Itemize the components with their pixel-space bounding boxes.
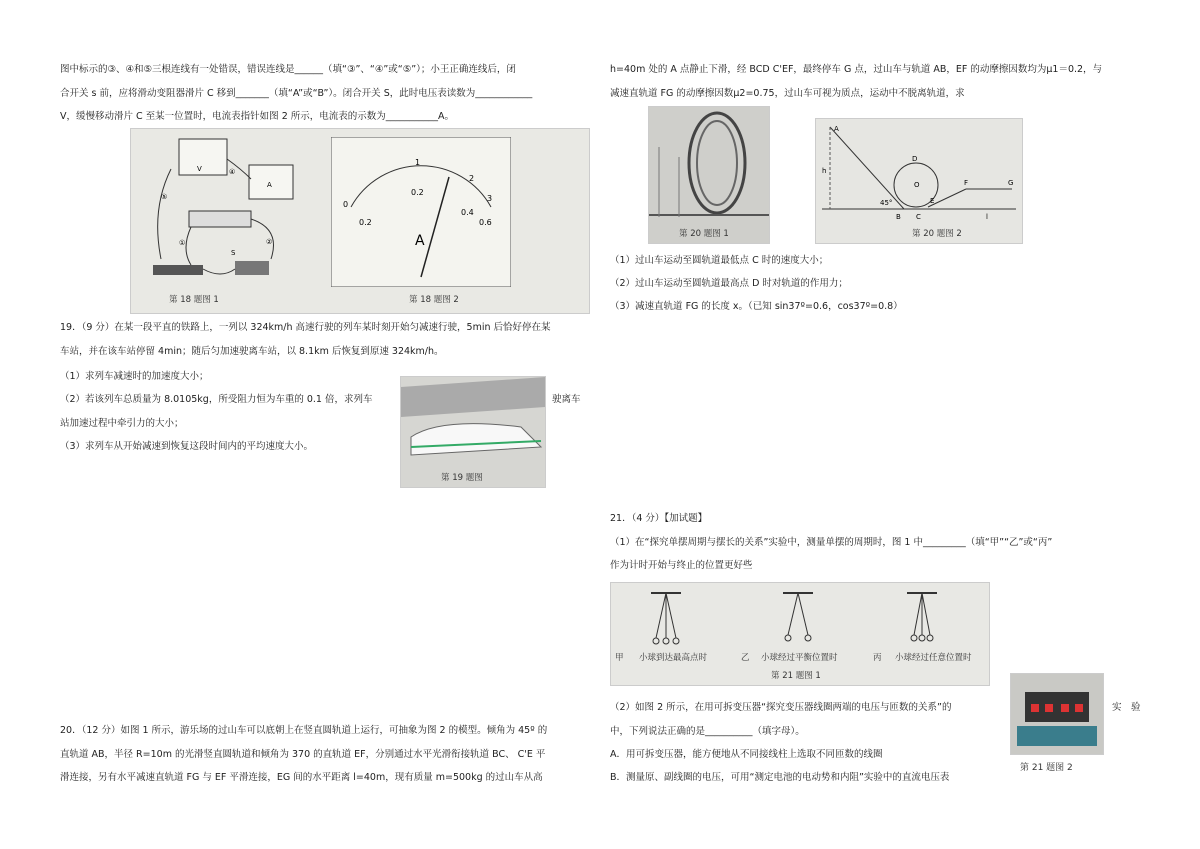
figure-20-2-caption: 第 20 题图 2 <box>912 229 962 239</box>
svg-text:A: A <box>834 125 839 133</box>
svg-text:E: E <box>930 197 935 205</box>
label-jia-desc: 小球到达最高点时 <box>639 653 708 663</box>
q18-line-2: 合开关 s 前，应将滑动变阻器滑片 C 移到_______（填“A”或“B”）。闭合开关 S，此时电压表读数为____________ <box>60 88 533 99</box>
svg-text:C: C <box>916 213 921 221</box>
svg-text:B: B <box>896 213 901 221</box>
scale-0.2: 0.2 <box>359 218 372 227</box>
svg-text:④: ④ <box>229 168 236 176</box>
q20-cont-1: h=40m 处的 A 点静止下滑，经 BCD C'EF，最终停车 G 点，过山车与轨道 AB，EF 的动摩擦因数均为μ1＝0.2，与 <box>610 64 1103 75</box>
scale-1: 1 <box>415 158 421 167</box>
svg-text:O: O <box>914 181 920 189</box>
svg-text:⑤: ⑤ <box>161 193 168 201</box>
label-yi-desc: 小球经过平衡位置时 <box>761 653 838 663</box>
train-photo <box>401 377 545 467</box>
circuit-diagram <box>131 129 321 313</box>
q20-sub-1: （1）过山车运动至圆轨道最低点 C 时的速度大小； <box>610 255 829 266</box>
label-bing: 丙 <box>873 653 882 663</box>
q19-sub-2a: （2）若该列车总质量为 8.0105kg，所受阻力恒为车重的 0.1 倍，求列车 <box>60 394 373 405</box>
figure-20-1 <box>648 106 770 244</box>
q21-part2-line2: 中，下列说法正确的是__________（填字母）。 <box>610 726 805 737</box>
q19-sub-3: （3）求列车从开始减速到恢复这段时间内的平均速度大小。 <box>60 441 314 452</box>
transformer-photo <box>1011 674 1103 754</box>
svg-text:F: F <box>964 179 969 187</box>
q20-line-2: 直轨道 AB，半径 R=10m 的光滑竖直圆轨道和倾角为 370 的直轨道 EF，分别通过水平光滑衔接轨道 BC、 C'E 平 <box>60 749 546 760</box>
q19-sub-2b: 驶离车 <box>552 394 581 405</box>
figure-19-caption: 第 19 题图 <box>441 473 483 483</box>
q21-option-a: A．用可拆变压器，能方便地从不同接线柱上选取不同匝数的线圈 <box>610 749 883 760</box>
figure-19 <box>400 376 546 488</box>
rollercoaster-photo <box>649 107 769 225</box>
scale-3: 3 <box>487 194 493 203</box>
scale-0.2b: 0.2 <box>411 188 424 197</box>
figure-21-1-caption: 第 21 题图 1 <box>771 671 821 681</box>
q18-line-3: V，缓慢移动滑片 C 至某一位置时，电流表指针如图 2 所示，电流表的示数为___________A。 <box>60 111 455 122</box>
q20-cont-2: 减速直轨道 FG 的动摩擦因数μ2=0.75，过山车可视为质点，运动中不脱离轨道，求 <box>610 88 965 99</box>
figure-20-1-caption: 第 20 题图 1 <box>679 229 729 239</box>
svg-text:G: G <box>1008 179 1014 187</box>
figure-21-2-caption: 第 21 题图 2 <box>1020 763 1073 773</box>
ammeter-dial <box>331 137 511 287</box>
svg-text:S: S <box>231 249 236 257</box>
q20-sub-3: （3）减速直轨道 FG 的长度 x。（已知 sin37º=0.6，cos37º=0.8） <box>610 301 903 312</box>
label-yi: 乙 <box>741 653 750 663</box>
q21-option-b: B．测量原、副线圈的电压，可用“测定电池的电动势和内阻”实验中的直流电压表 <box>610 772 950 783</box>
scale-2: 2 <box>469 174 475 183</box>
svg-text:45°: 45° <box>880 199 893 207</box>
track-diagram <box>816 119 1022 223</box>
q19-line-2: 车站，并在该车站停留 4min；随后匀加速驶离车站，以 8.1km 后恢复到原速 324km/h。 <box>60 346 444 357</box>
scale-0: 0 <box>343 200 349 209</box>
q20-line-1: 20．（12 分）如图 1 所示，游乐场的过山车可以底朝上在竖直圆轨道上运行，可抽象为图 2 的模型。倾角为 45º 的 <box>60 725 548 736</box>
scale-0.4: 0.4 <box>461 208 474 217</box>
q21-heading: 21．（4 分）【加试题】 <box>610 513 708 524</box>
svg-text:①: ① <box>179 239 186 247</box>
label-bing-desc: 小球经过任意位置时 <box>895 653 972 663</box>
svg-text:l: l <box>986 213 988 221</box>
scale-0.6: 0.6 <box>479 218 492 227</box>
figure-20-2 <box>815 118 1023 244</box>
q19-sub-2c: 站加速过程中牵引力的大小； <box>60 418 184 429</box>
q21-part1-line1: （1）在“探究单摆周期与摆长的关系”实验中，测量单摆的周期时，图 1 中_________（填“甲”“乙”或“丙” <box>610 537 1053 548</box>
svg-text:D: D <box>912 155 918 163</box>
figure-21-2 <box>1010 673 1104 755</box>
figure-21-1 <box>610 582 990 686</box>
figure-18-2-caption: 第 18 题图 2 <box>409 295 459 305</box>
q18-line-1: 图中标示的③、④和⑤三根连线有一处错误，错误连线是______（填“③”、“④”或“⑤”）；小王正确连线后，闭 <box>60 64 516 75</box>
svg-text:V: V <box>197 165 202 173</box>
svg-text:h: h <box>822 167 827 175</box>
q21-part2-tail: 实 验 <box>1112 702 1141 713</box>
svg-text:A: A <box>267 181 272 189</box>
q19-sub-1: （1）求列车减速时的加速度大小； <box>60 371 209 382</box>
figure-18-1-caption: 第 18 题图 1 <box>169 295 219 305</box>
svg-text:②: ② <box>266 238 273 246</box>
q20-line-3: 滑连接，另有水平减速直轨道 FG 与 EF 平滑连接，EG 间的水平距离 l=40m，现有质量 m=500kg 的过山车从高 <box>60 772 543 783</box>
q19-line-1: 19．（9 分）在某一段平直的铁路上，一列以 324km/h 高速行驶的列车某时刻开始匀减速行驶，5min 后恰好停在某 <box>60 322 551 333</box>
label-jia: 甲 <box>615 653 624 663</box>
q20-sub-2: （2）过山车运动至圆轨道最高点 D 时对轨道的作用力； <box>610 278 848 289</box>
q21-part2-line1: （2）如图 2 所示，在用可拆变压器“探究变压器线圈两端的电压与匝数的关系”的 <box>610 702 952 713</box>
figure-18 <box>130 128 590 314</box>
q21-part1-line2: 作为计时开始与终止的位置更好些 <box>610 560 753 571</box>
ammeter-symbol: A <box>415 233 425 249</box>
